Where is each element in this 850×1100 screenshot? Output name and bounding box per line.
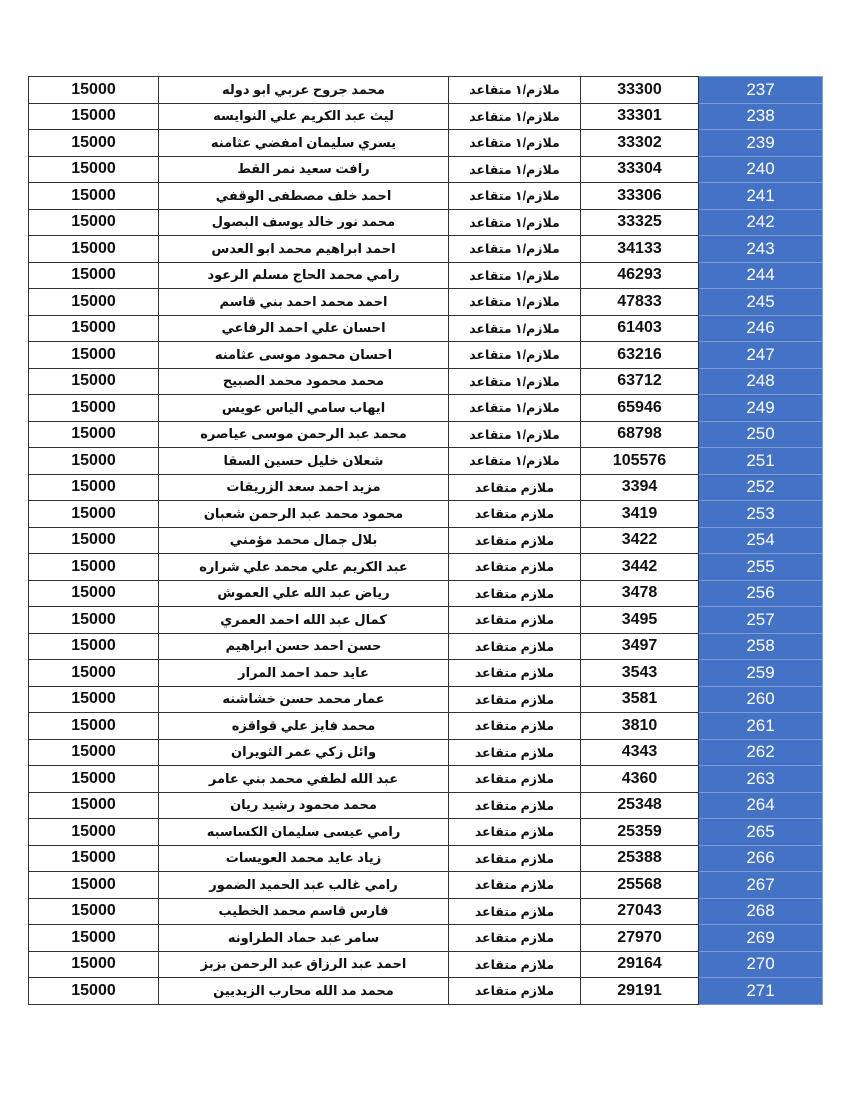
amount-cell: 15000 [29, 739, 159, 766]
number-cell: 33306 [581, 183, 699, 210]
name-cell: مزيد احمد سعد الزريقات [159, 474, 449, 501]
table-row [29, 845, 823, 872]
amount-cell: 15000 [29, 580, 159, 607]
table-body [29, 77, 823, 1005]
amount-cell: 15000 [29, 951, 159, 978]
serial-cell: 251 [699, 448, 823, 475]
name-cell: ايهاب سامي الياس عويس [159, 395, 449, 422]
table-row [29, 262, 823, 289]
serial-cell: 250 [699, 421, 823, 448]
amount-cell: 15000 [29, 686, 159, 713]
rank-cell: ملازم متقاعد [449, 792, 581, 819]
table-row [29, 209, 823, 236]
amount-cell: 15000 [29, 978, 159, 1005]
number-cell: 27043 [581, 898, 699, 925]
serial-cell: 268 [699, 898, 823, 925]
rank-cell: ملازم/١ متقاعد [449, 183, 581, 210]
name-cell: احمد محمد احمد بني قاسم [159, 289, 449, 316]
amount-cell: 15000 [29, 713, 159, 740]
name-cell: محمد عبد الرحمن موسى عياصره [159, 421, 449, 448]
rank-cell: ملازم/١ متقاعد [449, 262, 581, 289]
name-cell: يسري سليمان امفضي عثامنه [159, 130, 449, 157]
number-cell: 61403 [581, 315, 699, 342]
rank-cell: ملازم متقاعد [449, 633, 581, 660]
name-cell: احمد عبد الرزاق عبد الرحمن بزبز [159, 951, 449, 978]
number-cell: 3543 [581, 660, 699, 687]
rank-cell: ملازم/١ متقاعد [449, 77, 581, 104]
name-cell: محمد فايز علي قواقزه [159, 713, 449, 740]
table-row [29, 156, 823, 183]
rank-cell: ملازم متقاعد [449, 501, 581, 528]
amount-cell: 15000 [29, 925, 159, 952]
table-row [29, 580, 823, 607]
name-cell: محمد محمود رشيد ريان [159, 792, 449, 819]
amount-cell: 15000 [29, 660, 159, 687]
rank-cell: ملازم متقاعد [449, 739, 581, 766]
serial-cell: 263 [699, 766, 823, 793]
table-row [29, 978, 823, 1005]
amount-cell: 15000 [29, 607, 159, 634]
number-cell: 25568 [581, 872, 699, 899]
amount-cell: 15000 [29, 527, 159, 554]
amount-cell: 15000 [29, 633, 159, 660]
number-cell: 29191 [581, 978, 699, 1005]
rank-cell: ملازم/١ متقاعد [449, 395, 581, 422]
name-cell: رافت سعيد نمر القط [159, 156, 449, 183]
number-cell: 4360 [581, 766, 699, 793]
number-cell: 33302 [581, 130, 699, 157]
serial-cell: 246 [699, 315, 823, 342]
serial-cell: 265 [699, 819, 823, 846]
amount-cell: 15000 [29, 156, 159, 183]
table-row [29, 872, 823, 899]
table-row [29, 501, 823, 528]
table-row [29, 686, 823, 713]
name-cell: احمد ابراهيم محمد ابو العدس [159, 236, 449, 263]
table-row [29, 527, 823, 554]
name-cell: وائل زكي عمر الثويران [159, 739, 449, 766]
amount-cell: 15000 [29, 315, 159, 342]
table-row [29, 474, 823, 501]
number-cell: 25348 [581, 792, 699, 819]
number-cell: 29164 [581, 951, 699, 978]
rank-cell: ملازم متقاعد [449, 686, 581, 713]
rank-cell: ملازم/١ متقاعد [449, 448, 581, 475]
rank-cell: ملازم متقاعد [449, 527, 581, 554]
rank-cell: ملازم/١ متقاعد [449, 130, 581, 157]
rank-cell: ملازم متقاعد [449, 766, 581, 793]
number-cell: 3419 [581, 501, 699, 528]
amount-cell: 15000 [29, 845, 159, 872]
rank-cell: ملازم متقاعد [449, 713, 581, 740]
amount-cell: 15000 [29, 368, 159, 395]
rank-cell: ملازم متقاعد [449, 978, 581, 1005]
serial-cell: 243 [699, 236, 823, 263]
name-cell: محمود محمد عبد الرحمن شعبان [159, 501, 449, 528]
amount-cell: 15000 [29, 872, 159, 899]
rank-cell: ملازم متقاعد [449, 819, 581, 846]
serial-cell: 257 [699, 607, 823, 634]
amount-cell: 15000 [29, 554, 159, 581]
rank-cell: ملازم/١ متقاعد [449, 421, 581, 448]
table-row [29, 395, 823, 422]
name-cell: محمد مد الله محارب الزيديين [159, 978, 449, 1005]
serial-cell: 258 [699, 633, 823, 660]
name-cell: ليث عبد الكريم علي النوايسه [159, 103, 449, 130]
name-cell: محمد جروح عربي ابو دوله [159, 77, 449, 104]
rank-cell: ملازم/١ متقاعد [449, 103, 581, 130]
serial-cell: 253 [699, 501, 823, 528]
retirees-table [28, 76, 823, 1005]
serial-cell: 252 [699, 474, 823, 501]
serial-cell: 267 [699, 872, 823, 899]
table-row [29, 792, 823, 819]
serial-cell: 249 [699, 395, 823, 422]
table-row [29, 130, 823, 157]
rank-cell: ملازم متقاعد [449, 898, 581, 925]
rank-cell: ملازم/١ متقاعد [449, 289, 581, 316]
serial-cell: 260 [699, 686, 823, 713]
amount-cell: 15000 [29, 474, 159, 501]
table-row [29, 342, 823, 369]
serial-cell: 239 [699, 130, 823, 157]
serial-cell: 248 [699, 368, 823, 395]
amount-cell: 15000 [29, 395, 159, 422]
table-row [29, 236, 823, 263]
serial-cell: 266 [699, 845, 823, 872]
number-cell: 33301 [581, 103, 699, 130]
table-row [29, 925, 823, 952]
serial-cell: 237 [699, 77, 823, 104]
serial-cell: 259 [699, 660, 823, 687]
name-cell: زياد عايد محمد العويسات [159, 845, 449, 872]
table-row [29, 660, 823, 687]
amount-cell: 15000 [29, 342, 159, 369]
amount-cell: 15000 [29, 209, 159, 236]
table-row [29, 951, 823, 978]
serial-cell: 245 [699, 289, 823, 316]
rank-cell: ملازم متقاعد [449, 660, 581, 687]
name-cell: عمار محمد حسن خشاشنه [159, 686, 449, 713]
rank-cell: ملازم متقاعد [449, 580, 581, 607]
table-row [29, 315, 823, 342]
amount-cell: 15000 [29, 289, 159, 316]
number-cell: 25388 [581, 845, 699, 872]
rank-cell: ملازم/١ متقاعد [449, 209, 581, 236]
name-cell: حسن احمد حسن ابراهيم [159, 633, 449, 660]
amount-cell: 15000 [29, 183, 159, 210]
number-cell: 46293 [581, 262, 699, 289]
table-row [29, 633, 823, 660]
name-cell: احسان محمود موسى عثامنه [159, 342, 449, 369]
table-row [29, 368, 823, 395]
rank-cell: ملازم متقاعد [449, 872, 581, 899]
name-cell: رامي محمد الحاج مسلم الرعود [159, 262, 449, 289]
number-cell: 3810 [581, 713, 699, 740]
number-cell: 63712 [581, 368, 699, 395]
amount-cell: 15000 [29, 77, 159, 104]
amount-cell: 15000 [29, 130, 159, 157]
rank-cell: ملازم متقاعد [449, 554, 581, 581]
rank-cell: ملازم/١ متقاعد [449, 236, 581, 263]
table-row [29, 448, 823, 475]
rank-cell: ملازم/١ متقاعد [449, 368, 581, 395]
name-cell: محمد محمود محمد الصبيح [159, 368, 449, 395]
serial-cell: 264 [699, 792, 823, 819]
rank-cell: ملازم متقاعد [449, 951, 581, 978]
number-cell: 3497 [581, 633, 699, 660]
number-cell: 3581 [581, 686, 699, 713]
serial-cell: 255 [699, 554, 823, 581]
rank-cell: ملازم متقاعد [449, 925, 581, 952]
number-cell: 3442 [581, 554, 699, 581]
number-cell: 3495 [581, 607, 699, 634]
rank-cell: ملازم/١ متقاعد [449, 156, 581, 183]
name-cell: فارس قاسم محمد الخطيب [159, 898, 449, 925]
serial-cell: 244 [699, 262, 823, 289]
number-cell: 25359 [581, 819, 699, 846]
amount-cell: 15000 [29, 421, 159, 448]
rank-cell: ملازم متقاعد [449, 607, 581, 634]
amount-cell: 15000 [29, 819, 159, 846]
amount-cell: 15000 [29, 262, 159, 289]
number-cell: 34133 [581, 236, 699, 263]
number-cell: 68798 [581, 421, 699, 448]
name-cell: محمد نور خالد يوسف البصول [159, 209, 449, 236]
name-cell: رامي غالب عبد الحميد الضمور [159, 872, 449, 899]
table-row [29, 739, 823, 766]
table-row [29, 289, 823, 316]
table-row [29, 766, 823, 793]
number-cell: 47833 [581, 289, 699, 316]
number-cell: 33304 [581, 156, 699, 183]
amount-cell: 15000 [29, 898, 159, 925]
rank-cell: ملازم متقاعد [449, 474, 581, 501]
serial-cell: 271 [699, 978, 823, 1005]
number-cell: 65946 [581, 395, 699, 422]
number-cell: 3394 [581, 474, 699, 501]
name-cell: عايد حمد احمد المرار [159, 660, 449, 687]
serial-cell: 247 [699, 342, 823, 369]
table-row [29, 183, 823, 210]
serial-cell: 240 [699, 156, 823, 183]
amount-cell: 15000 [29, 236, 159, 263]
amount-cell: 15000 [29, 792, 159, 819]
serial-cell: 242 [699, 209, 823, 236]
table-row [29, 77, 823, 104]
serial-cell: 261 [699, 713, 823, 740]
amount-cell: 15000 [29, 448, 159, 475]
serial-cell: 262 [699, 739, 823, 766]
name-cell: كمال عبد الله احمد العمري [159, 607, 449, 634]
number-cell: 33325 [581, 209, 699, 236]
serial-cell: 238 [699, 103, 823, 130]
name-cell: عبد الله لطفي محمد بني عامر [159, 766, 449, 793]
table-row [29, 554, 823, 581]
name-cell: شعلان خليل حسين السقا [159, 448, 449, 475]
table-row [29, 898, 823, 925]
number-cell: 27970 [581, 925, 699, 952]
number-cell: 4343 [581, 739, 699, 766]
name-cell: رياض عبد الله علي العموش [159, 580, 449, 607]
serial-cell: 241 [699, 183, 823, 210]
table-row [29, 607, 823, 634]
serial-cell: 269 [699, 925, 823, 952]
amount-cell: 15000 [29, 501, 159, 528]
table-row [29, 421, 823, 448]
serial-cell: 254 [699, 527, 823, 554]
name-cell: احمد خلف مصطفى الوقفي [159, 183, 449, 210]
name-cell: احسان علي احمد الرفاعي [159, 315, 449, 342]
table-row [29, 103, 823, 130]
serial-cell: 256 [699, 580, 823, 607]
amount-cell: 15000 [29, 103, 159, 130]
number-cell: 3422 [581, 527, 699, 554]
name-cell: رامي عيسى سليمان الكساسبه [159, 819, 449, 846]
name-cell: عبد الكريم علي محمد علي شراره [159, 554, 449, 581]
rank-cell: ملازم/١ متقاعد [449, 342, 581, 369]
number-cell: 63216 [581, 342, 699, 369]
table-row [29, 819, 823, 846]
rank-cell: ملازم/١ متقاعد [449, 315, 581, 342]
rank-cell: ملازم متقاعد [449, 845, 581, 872]
number-cell: 105576 [581, 448, 699, 475]
table-row [29, 713, 823, 740]
amount-cell: 15000 [29, 766, 159, 793]
serial-cell: 270 [699, 951, 823, 978]
name-cell: بلال جمال محمد مؤمني [159, 527, 449, 554]
number-cell: 3478 [581, 580, 699, 607]
name-cell: سامر عبد حماد الطراونه [159, 925, 449, 952]
number-cell: 33300 [581, 77, 699, 104]
